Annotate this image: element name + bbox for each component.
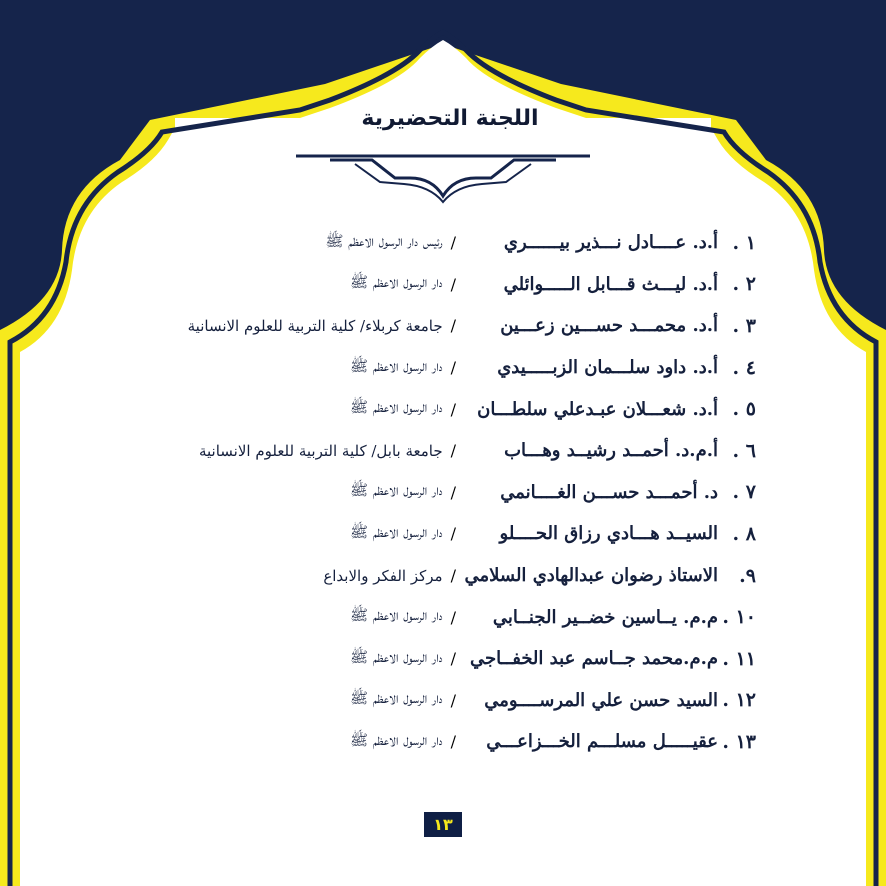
separator: / — [450, 274, 456, 294]
member-name: م.م. يــاسين خضــير الجنــابي — [492, 606, 718, 628]
separator: / — [450, 358, 456, 378]
list-item — [60, 555, 756, 597]
member-name: أ.د. محمـــد حســـين زعـــين — [500, 315, 718, 337]
list-item — [60, 513, 756, 555]
member-name: أ.م.د. أحمــد رشيــد وهـــاب — [504, 440, 718, 462]
item-number: ١١ . — [722, 647, 756, 670]
separator: / — [450, 732, 456, 752]
member-name: الاستاذ رضوان عبدالهادي السلامي — [464, 565, 718, 587]
member-affiliation: دار الرسول الاعظم ﷺ — [349, 647, 443, 666]
item-number: ١٠ . — [722, 606, 756, 629]
item-number: ١٢ . — [722, 689, 756, 712]
separator: / — [450, 690, 456, 710]
list-item — [60, 721, 756, 763]
separator: / — [450, 441, 456, 461]
member-affiliation: مركز الفكر والابداع — [323, 566, 443, 585]
separator: / — [450, 607, 456, 627]
page-number: ١٣ — [424, 812, 462, 837]
item-number: ٥ . — [732, 398, 756, 421]
member-affiliation: جامعة كربلاء/ كلية التربية للعلوم الانسانية — [187, 316, 443, 335]
list-item — [60, 264, 756, 306]
list-item — [60, 430, 756, 472]
member-name: أ.د. عــــادل نـــذير بيــــــري — [503, 232, 718, 254]
separator: / — [450, 399, 456, 419]
separator: / — [450, 524, 456, 544]
member-affiliation: رئيس دار الرسول الاعظم ﷺ — [325, 231, 443, 250]
list-item — [60, 680, 756, 722]
member-affiliation: دار الرسول الاعظم ﷺ — [349, 481, 443, 500]
member-affiliation: دار الرسول الاعظم ﷺ — [349, 356, 443, 375]
separator: / — [450, 649, 456, 669]
member-affiliation: دار الرسول الاعظم ﷺ — [349, 606, 443, 625]
list-item — [60, 305, 756, 347]
separator: / — [450, 316, 456, 336]
member-name: م.م.محمد جــاسم عبد الخفــاجي — [470, 648, 718, 670]
member-name: د. أحمـــد حســـن الغــــانمي — [500, 481, 718, 503]
committee-list — [60, 222, 756, 763]
list-item — [60, 596, 756, 638]
item-number: ٨ . — [732, 522, 756, 545]
member-affiliation: دار الرسول الاعظم ﷺ — [349, 689, 443, 708]
list-item — [60, 388, 756, 430]
item-number: ٧ . — [732, 481, 756, 504]
separator: / — [450, 566, 456, 586]
member-affiliation: جامعة بابل/ كلية التربية للعلوم الانسانية — [198, 441, 443, 460]
item-number: ٦ . — [732, 439, 756, 462]
item-number: ١ . — [732, 231, 756, 254]
member-name: عقيـــــل مسلـــم الخـــزاعـــي — [486, 731, 718, 753]
item-number: ٤ . — [732, 356, 756, 379]
item-number: ١٣ . — [722, 730, 756, 753]
member-affiliation: دار الرسول الاعظم ﷺ — [349, 398, 443, 417]
member-affiliation: دار الرسول الاعظم ﷺ — [349, 730, 443, 749]
member-name: أ.د. شعـــلان عبـدعلي سلطـــان — [477, 398, 718, 420]
page-title: اللجنة التحضيرية — [361, 106, 539, 131]
member-name: أ.د. ليـــث قـــابل الـــــوائلي — [503, 273, 718, 295]
member-name: السيد حسن علي المرســــومي — [484, 689, 718, 711]
member-affiliation: دار الرسول الاعظم ﷺ — [349, 273, 443, 292]
item-number: ٩. — [739, 564, 756, 587]
item-number: ٣ . — [732, 314, 756, 337]
separator: / — [450, 233, 456, 253]
list-item — [60, 472, 756, 514]
separator: / — [450, 482, 456, 502]
list-item — [60, 347, 756, 389]
member-name: أ.د. داود سلـــمان الزبـــــيدي — [497, 357, 718, 379]
list-item — [60, 638, 756, 680]
list-item — [60, 222, 756, 264]
member-affiliation: دار الرسول الاعظم ﷺ — [349, 522, 443, 541]
item-number: ٢ . — [732, 273, 756, 296]
member-name: السيــد هـــادي رزاق الحــــلو — [499, 523, 718, 545]
